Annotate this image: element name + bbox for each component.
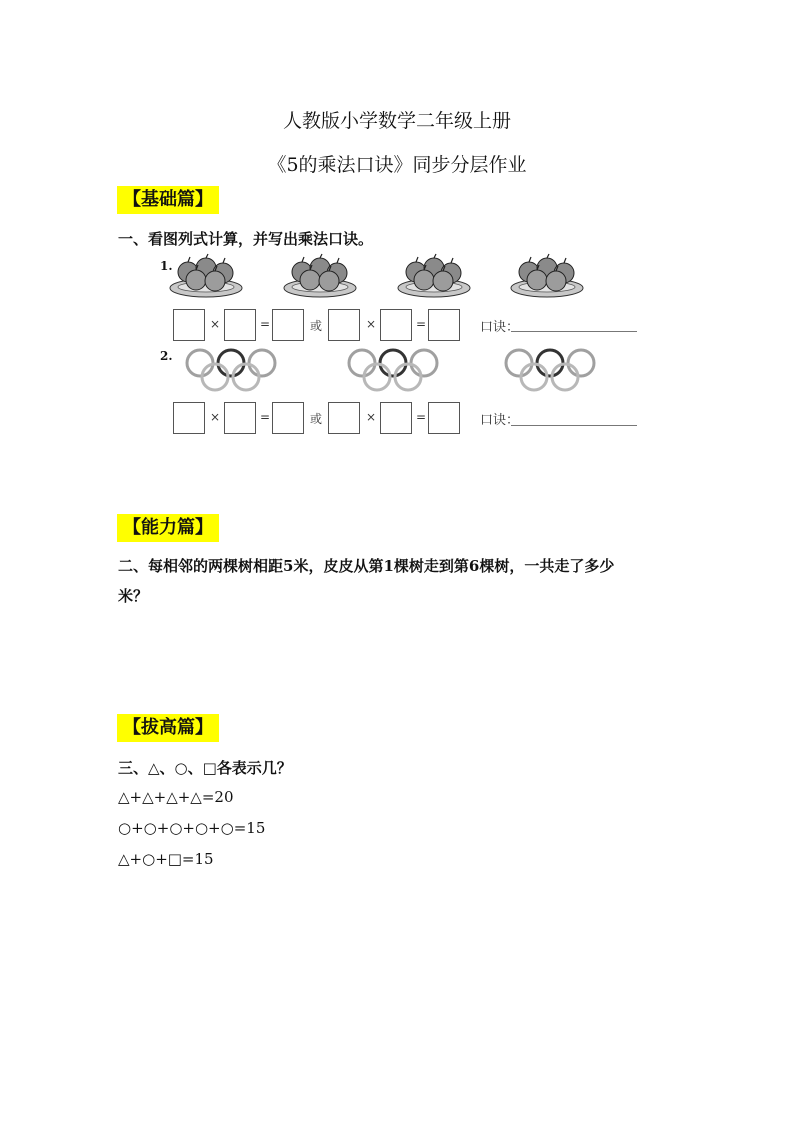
apple-plate-icon (168, 254, 244, 300)
or-text: 或 (310, 319, 323, 333)
question-3: 三、△、○、□各表示几？ (118, 759, 292, 777)
koujue-label: 口诀： (480, 413, 520, 428)
answer-box[interactable] (224, 402, 256, 434)
page-subtitle: 《5的乘法口诀》同步分层作业 (267, 154, 527, 176)
answer-box[interactable] (328, 402, 360, 434)
section-label-basic: 【基础篇】 (117, 186, 219, 214)
koujue-answer-line[interactable] (511, 425, 637, 426)
answer-box[interactable] (173, 402, 205, 434)
answer-box[interactable] (428, 309, 460, 341)
question-2-line-1: 二、每相邻的两棵树相距5米，皮皮从第1棵树走到第6棵树，一共走了多少 (118, 557, 615, 575)
times-symbol: × (210, 410, 221, 424)
equals-symbol: = (260, 410, 271, 424)
answer-box[interactable] (328, 309, 360, 341)
equals-symbol: = (260, 317, 271, 331)
times-symbol: × (366, 410, 377, 424)
question-1: 一、看图列式计算，并写出乘法口诀。 (118, 230, 374, 248)
olympic-rings-icon (184, 347, 278, 395)
item-number-1: 1. (160, 259, 173, 273)
section-label-advanced: 【拔高篇】 (117, 714, 219, 742)
olympic-rings-icon (503, 347, 597, 395)
times-symbol: × (366, 317, 377, 331)
answer-box[interactable] (428, 402, 460, 434)
equals-symbol: = (416, 317, 427, 331)
equation-1: △+△+△+△=20 (118, 788, 234, 806)
page-title: 人教版小学数学二年级上册 (282, 110, 511, 132)
answer-box[interactable] (272, 309, 304, 341)
answer-box[interactable] (272, 402, 304, 434)
koujue-label: 口诀： (480, 320, 520, 335)
section-label-ability: 【能力篇】 (117, 514, 219, 542)
apple-plate-icon (509, 254, 585, 300)
olympic-rings-icon (346, 347, 440, 395)
answer-box[interactable] (173, 309, 205, 341)
equation-3: △+○+□=15 (118, 850, 214, 868)
apple-plate-icon (282, 254, 358, 300)
apple-plate-icon (396, 254, 472, 300)
question-2-line-2: 米？ (118, 587, 149, 605)
item-number-2: 2. (160, 349, 173, 363)
or-text: 或 (310, 412, 323, 426)
koujue-answer-line[interactable] (511, 331, 637, 332)
times-symbol: × (210, 317, 221, 331)
answer-box[interactable] (380, 402, 412, 434)
answer-box[interactable] (380, 309, 412, 341)
answer-box[interactable] (224, 309, 256, 341)
equation-2: ○+○+○+○+○=15 (118, 819, 266, 837)
equals-symbol: = (416, 410, 427, 424)
